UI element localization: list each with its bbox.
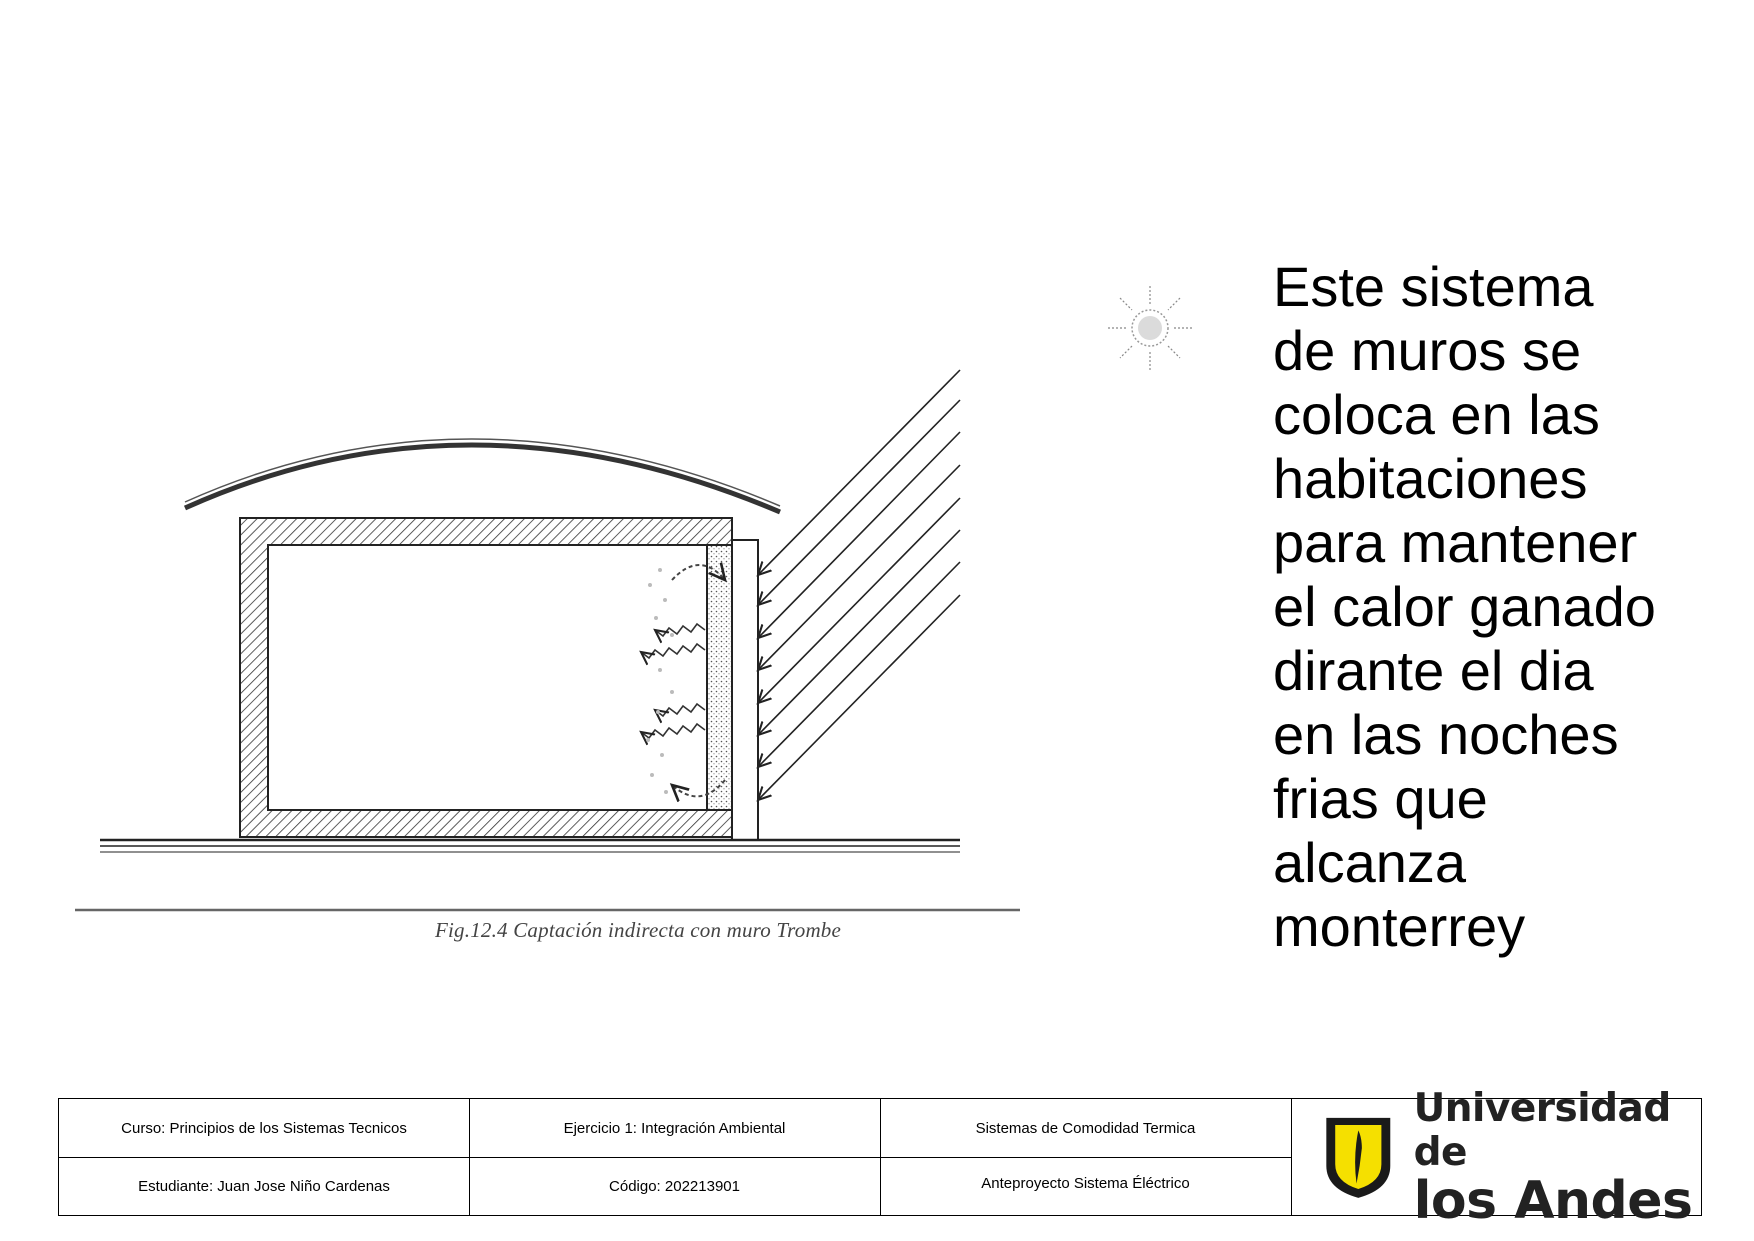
title-block [58,1086,1702,1231]
sun-icon [1105,283,1195,373]
text-line: Este sistema [1273,255,1594,318]
code-cell: Código: 202213901 [609,1177,740,1195]
trombe-mass-wall [707,545,732,810]
logo-text-line1: Universidad de [1413,1086,1671,1175]
text-line: monterrey [1273,895,1526,958]
text-line: frias que [1273,767,1488,830]
description-text [1273,255,1713,959]
figure-caption: Fig.12.4 Captación indirecta con muro Trombe [435,918,842,942]
exercise-cell: Ejercicio 1: Integración Ambiental [563,1119,786,1137]
course-cell: Curso: Principios de los Sistemas Tecnicos [121,1119,407,1137]
text-line: de muros se [1273,319,1582,382]
university-shield-icon [1321,1107,1396,1207]
text-line: habitaciones [1273,447,1588,510]
curved-roof [185,445,780,512]
text-line: dirante el dia [1273,639,1594,702]
logo-text-line2: los Andes [1413,1171,1693,1231]
system-cell: Sistemas de Comodidad Termica [975,1119,1196,1137]
solar-rays [758,370,960,800]
text-line: coloca en las [1273,383,1600,446]
text-line: para mantener [1273,511,1638,574]
student-cell: Estudiante: Juan Jose Niño Cardenas [138,1177,390,1195]
trombe-wall-diagram [60,240,1020,980]
text-line: alcanza [1273,831,1467,894]
university-logo [1291,1086,1701,1231]
glazing-panel [732,540,758,840]
text-line: el calor ganado [1273,575,1656,638]
ground-line [100,840,960,852]
project-cell: Anteproyecto Sistema Éléctrico [981,1174,1190,1192]
text-line: en las noches [1273,703,1619,766]
